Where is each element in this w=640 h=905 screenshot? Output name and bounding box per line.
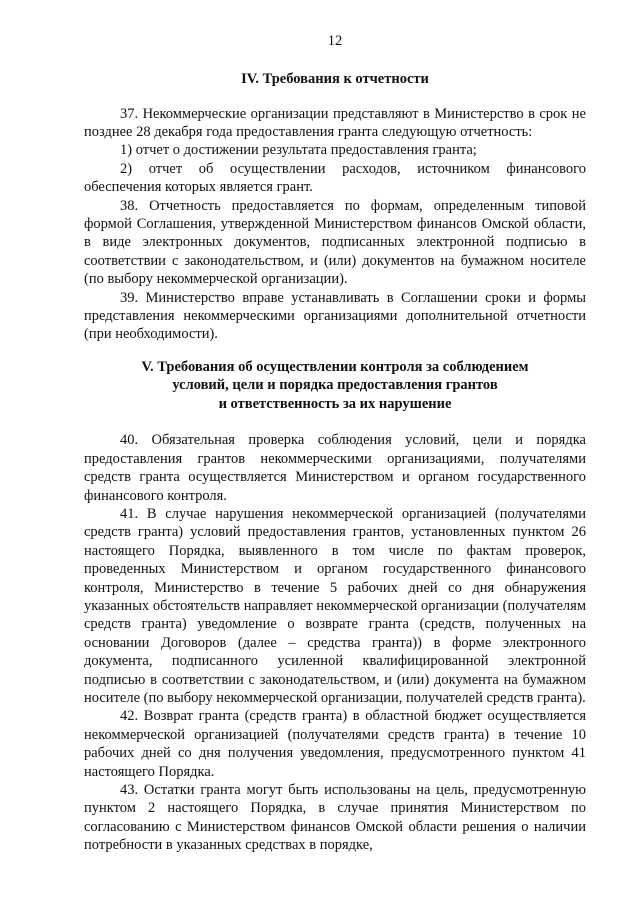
paragraph-39: 39. Министерство вправе устанавливать в Соглашении сроки и формы представления некоммерческими организациями дополнительной отчетности (при необходимости). xyxy=(84,289,586,343)
section-v-heading-line-3: и ответственность за их нарушение xyxy=(218,395,452,412)
paragraph-40: 40. Обязательная проверка соблюдения условий, цели и порядка предоставления грантов некоммерческими организациями, получателями средств гранта осуществляется Министерством и органом государственного финансового контроля. xyxy=(84,432,586,504)
paragraph-37: 37. Некоммерческие организации представляют в Министерство в срок не позднее 28 декабря года предоставления гранта следующую отчетность: xyxy=(84,105,586,140)
section-v-heading-line-1: V. Требования об осуществлении контроля за соблюдением xyxy=(141,358,529,375)
section-v-heading-line-2: условий, цели и порядка предоставления грантов xyxy=(172,377,498,394)
paragraph-42: 42. Возврат гранта (средств гранта) в областной бюджет осуществляется некоммерческой организацией (получателями средств гранта) в течение 10 рабочих дней со дня получения уведомления, предусмотренного пунктом 41 настоящего Порядка. xyxy=(84,708,586,780)
page-number: 12 xyxy=(327,33,343,49)
section-v-heading xyxy=(84,358,586,414)
paragraph-41: 41. В случае нарушения некоммерческой организацией (получателями средств гранта) условий предоставления грантов, установленных пунктом 26 настоящего Порядка, выявленного в том числе по фактам проверок, проведенных Министерством и органом государственного финансового контроля, Министерство в течение 5 рабочих дней со дня обнаружения указанных обстоятельств направляет некоммерческой организации (получателям средств гранта) уведомление о возврате гранта (средств, полученных на основании Договоров (далее – средства гранта)) в форме электронного документа, подписанного усиленной квалифицированной электронной подписью в соответствии с законодательством, и (или) документа на бумажном носителе (по выбору некоммерческой организации, получателей средств гранта). xyxy=(84,505,586,706)
document-page xyxy=(84,32,586,855)
list-item-1: 1) отчет о достижении результата предоставления гранта; xyxy=(120,142,477,159)
paragraph-38: 38. Отчетность предоставляется по формам, определенным типовой формой Соглашения, утвержденной Министерством финансов Омской области, в виде электронных документов, подписанных электронной подписью в соответствии с законодательством, и (или) документов на бумажном носителе (по выбору некоммерческой организации). xyxy=(84,197,586,288)
paragraph-43: 43. Остатки гранта могут быть использованы на цель, предусмотренную пунктом 2 настоящего Порядка, в случае принятия Министерством по согласованию с Министерством финансов Омской области решения о наличии потребности в указанных средствах в порядке, xyxy=(84,782,586,854)
section-iv-heading: IV. Требования к отчетности xyxy=(241,71,429,87)
list-item-2: 2) отчет об осуществлении расходов, источником финансового обеспечения которых является грант. xyxy=(84,160,586,196)
